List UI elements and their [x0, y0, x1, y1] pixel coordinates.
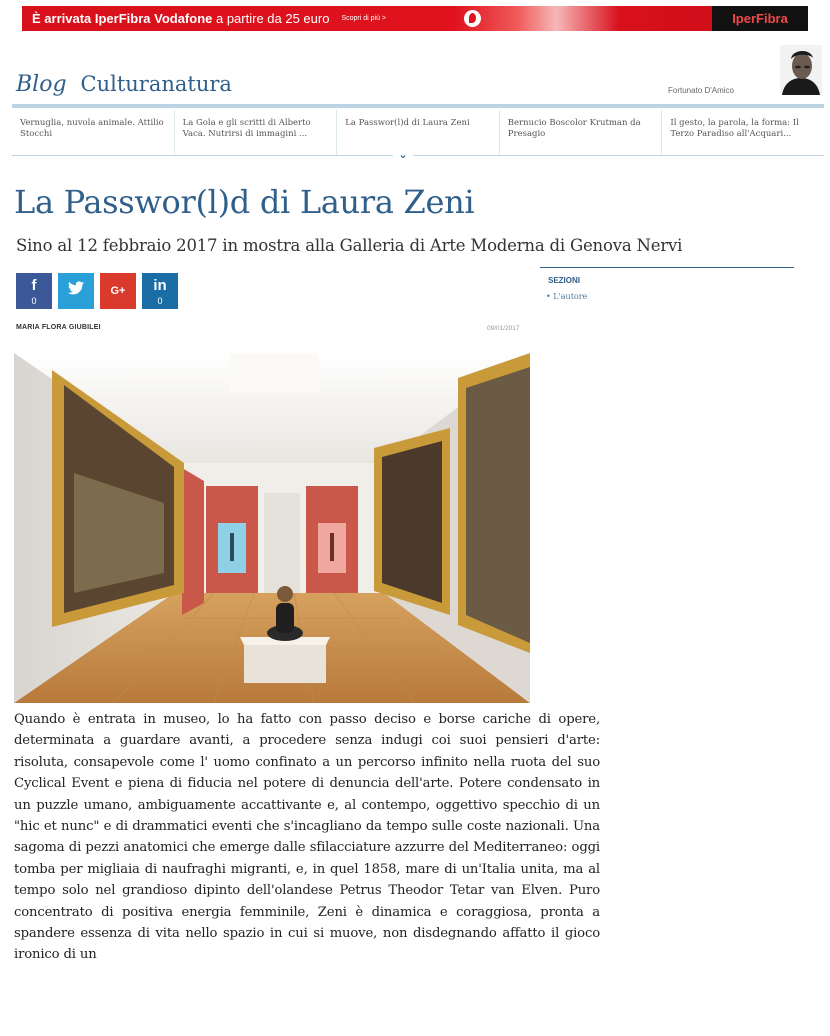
chevron-down-icon[interactable]: ⌄ [393, 149, 413, 161]
sidebar-divider [540, 267, 794, 268]
related-post-link[interactable]: Vernuglia, nuvola animale. Attilio Stocchi [12, 110, 175, 155]
blog-author-name[interactable]: Fortunato D'Amico [668, 86, 734, 95]
article-date: 09/01/2017 [487, 325, 520, 332]
related-post-link[interactable]: Il gesto, la parola, la forma: Il Terzo Paradiso all'Acquari... [670, 118, 799, 139]
blog-header [16, 72, 232, 97]
sidebar-item-author[interactable]: • L'autore [546, 292, 588, 301]
banner-cta-link[interactable]: Scopri di più > [341, 15, 387, 22]
blog-name-link[interactable]: Culturanatura [80, 72, 232, 96]
sidebar-heading: SEZIONI [548, 276, 581, 285]
vodafone-logo-icon [464, 10, 481, 27]
author-avatar[interactable] [780, 45, 822, 95]
share-count: 0 [31, 296, 37, 306]
facebook-icon: f [31, 277, 37, 294]
article-subtitle: Sino al 12 febbraio 2017 in mostra alla Galleria di Arte Moderna di Genova Nervi [16, 236, 683, 255]
article-title: La Passwor(l)d di Laura Zeni [14, 183, 475, 221]
banner-brand-logo: IperFibra [712, 6, 808, 31]
related-posts-nav [12, 110, 824, 156]
article-byline[interactable]: MARIA FLORA GIUBILEI [16, 324, 101, 331]
related-post-link[interactable]: La Gola e gli scritti di Alberto Vaca. Nutrirsi di immagini ... [175, 110, 338, 155]
ad-banner[interactable] [22, 6, 808, 31]
article-body: Quando è entrata in museo, lo ha fatto con passo deciso e borse cariche di opere, determinata a guardare avanti, a procedere senza indugi coi suoi pensieri d'arte: risoluta, consapevole come l' uomo confinato a un percorso infinito nella ruota del suo Cyclical Event e piena di fiducia nel potere di denuncia dell'arte. Potere condensato in un puzzle umano, ambiguamente accattivante e, al contempo, oggettivo specchio di un "hic et nunc" e di drammatici eventi che s'incagliano da tempo sulle coste nazionali. Una sagoma di pezzi anatomici che emerge dalle sfilacciature azzurre del Mediterraneo: oggi tomba per migliaia di naufraghi migranti, e, in quel 1858, mare di un'Italia unita, ma al tempo solo nel grandioso dipinto dell'olandese Petrus Theodor Tetar van Elven. Puro concentrato di positiva energia femminile, Zeni è dinamica e coraggiosa, pronta a spandere essenza di vita nello spazio in cui si muove, non disdegnando affatto il gioco ironico di un [14, 712, 600, 963]
google-plus-icon: G+ [110, 285, 126, 297]
linkedin-share-button[interactable] [142, 273, 178, 309]
article-hero-image [14, 353, 530, 703]
linkedin-icon: in [153, 277, 167, 294]
banner-headline: È arrivata IperFibra Vodafone a partire da 25 euro [32, 11, 330, 26]
related-post-link[interactable]: La Passwor(l)d di Laura Zeni [337, 110, 500, 155]
header-divider [12, 104, 824, 108]
social-share-bar [16, 273, 184, 309]
related-post-link[interactable]: Bernucio Boscolor Krutman da Presagio [500, 110, 663, 155]
google-plus-share-button[interactable] [100, 273, 136, 309]
blog-label[interactable]: Blog [16, 72, 67, 97]
twitter-share-button[interactable] [58, 273, 94, 309]
share-count: 0 [157, 296, 163, 306]
twitter-icon [58, 273, 94, 301]
facebook-share-button[interactable] [16, 273, 52, 309]
